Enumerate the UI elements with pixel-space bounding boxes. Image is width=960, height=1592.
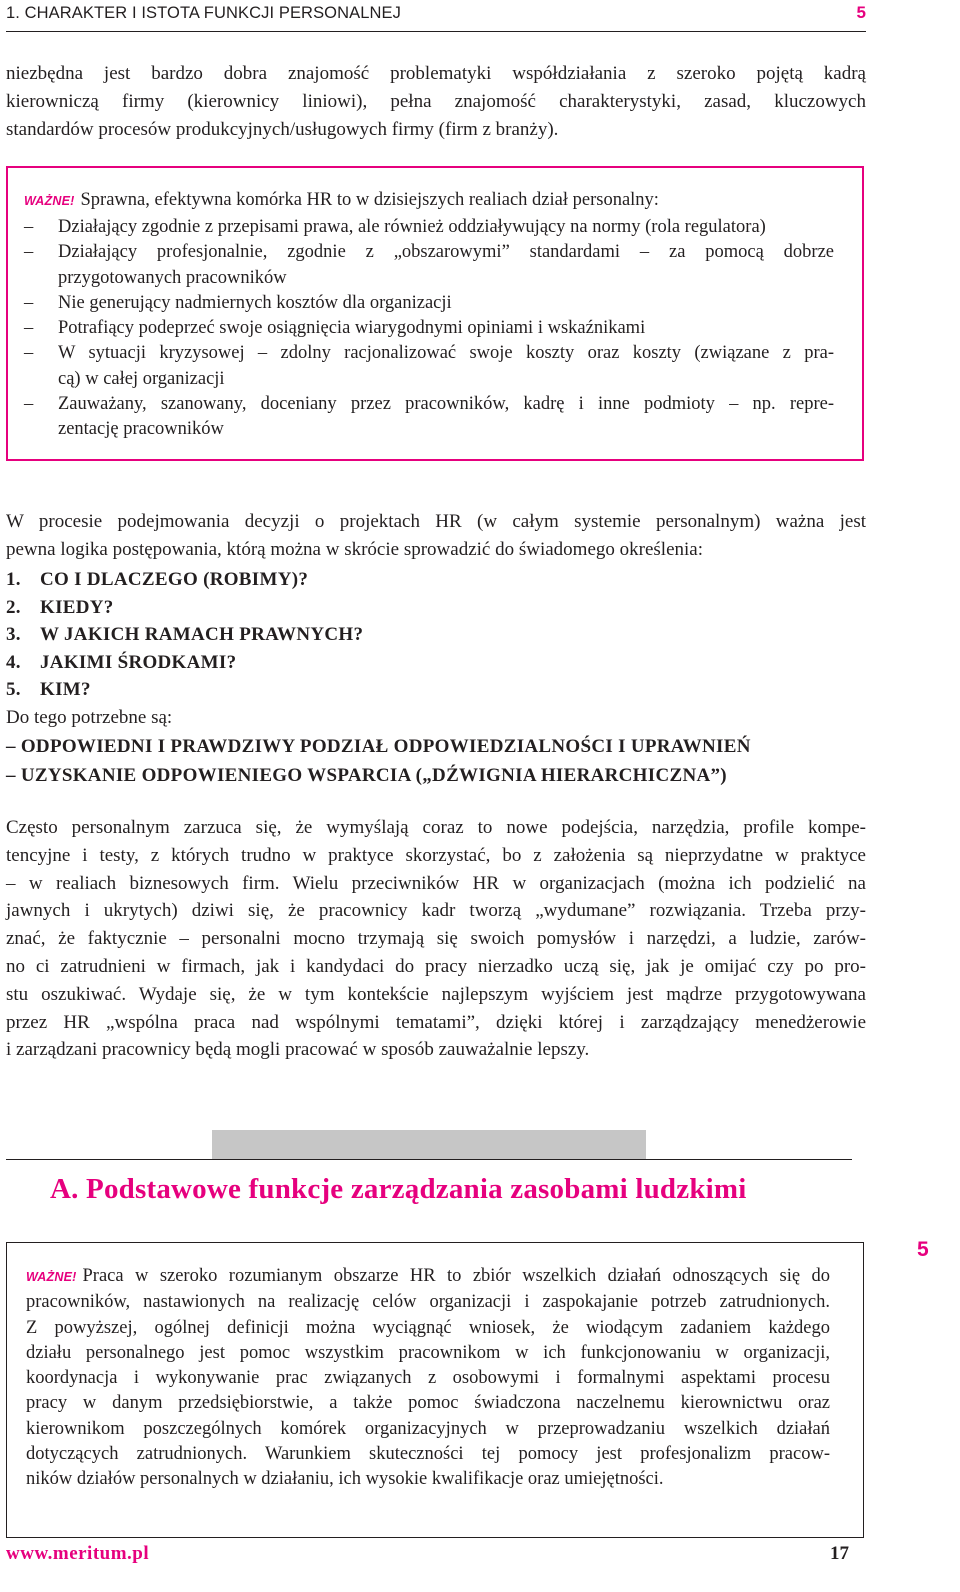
text-line: Często personalnym zarzuca się, że wymyślają coraz to nowe podejścia, narzędzia, profile kompe-: [6, 817, 866, 838]
dash-bullet: –: [24, 394, 34, 415]
text-line: tencyjne i testy, z których trudno w praktyce skorzystać, bo z założenia są nieprzydatne w praktyce: [6, 844, 866, 866]
item-text: przygotowanych pracowników: [58, 267, 287, 288]
item-text: W sytuacji kryzysowej – zdolny racjonalizować swoje koszty oraz koszty (związane z pra-: [58, 343, 834, 364]
text-line: pewna logika postępowania, którą można w skrócie sprowadzić do świadomego określenia:: [6, 538, 703, 560]
list-item: – ODPOWIEDNI I PRAWDZIWY PODZIAŁ ODPOWIEDZIALNOŚCI I UPRAWNIEŃ: [6, 736, 751, 757]
text-line: koordynacja i wykonywanie prac związanych z osobowymi i formalnymi aspektami procesu: [26, 1368, 830, 1389]
running-header: [6, 0, 866, 32]
chapter-title: 1. CHARAKTER I ISTOTA FUNKCJI PERSONALNEJ: [6, 4, 401, 22]
text-line: przez HR „wspólna praca nad wspólnymi tematami”, dzięki której i zarządzający menedżerowie: [6, 1011, 866, 1033]
footer-page-number: 17: [830, 1543, 849, 1564]
box2-first-line: Praca w szeroko rozumianym obszarze HR to zbiór wszelkich działań odnoszących się do: [82, 1266, 830, 1286]
list-item: 1. CO I DLACZEGO (ROBIMY)?: [6, 569, 309, 590]
box1-lead-text: Sprawna, efektywna komórka HR to w dzisiejszych realiach dział personalny:: [80, 190, 659, 210]
list-item: 2. KIEDY?: [6, 596, 114, 618]
item-text: Zauważany, szanowany, doceniany przez pracowników, kadrę i inne podmioty – np. repre-: [58, 394, 834, 415]
item-text: zentację pracowników: [58, 419, 224, 440]
text-line: ników działów personalnych w działaniu, ich wysokie kwalifikacje oraz umiejętności.: [26, 1469, 664, 1490]
intro-paragraph: [6, 60, 866, 143]
item-text: Działający zgodnie z przepisami prawa, ale również oddziaływujący na normy (rola regulatora): [58, 217, 766, 237]
text-line: działu personalnego jest pomoc wszystkim pracownikom w ich funkcjonowaniu w organizacji,: [26, 1342, 830, 1363]
decision-steps-list: [6, 566, 363, 704]
footer-website-link[interactable]: www.meritum.pl: [6, 1543, 150, 1564]
side-chapter-number: 5: [917, 1238, 929, 1261]
list-item: [24, 392, 834, 443]
list-item: 5. KIM?: [6, 679, 91, 700]
text-line: – w realiach biznesowych firm. Wielu przeciwników HR w organizacjach (można ich podzielić na: [6, 872, 866, 894]
text-line: no ci zatrudnieni w firmach, jak i kandydaci do pracy nierzadko uczą się, jak je omijać czy po pro-: [6, 955, 866, 977]
dash-bullet: –: [24, 217, 34, 237]
list-item: [24, 215, 834, 240]
section-divider: [6, 1159, 852, 1160]
body-paragraph: [6, 814, 866, 1064]
dash-bullet: –: [24, 292, 34, 313]
text-line: i zarządzani pracownicy będą mogli pracować w sposób zauważalnie lepszy.: [6, 1039, 590, 1061]
list-item: [24, 240, 834, 291]
list-item: [24, 341, 834, 392]
dash-bullet: –: [24, 318, 34, 339]
text-line: pracowników, nastawionych na realizację celów organizacji i zaspokajanie potrzeb zatrudnionych.: [26, 1292, 830, 1313]
needs-intro: Do tego potrzebne są:: [6, 707, 173, 728]
text-line: kierowniczą firmy (kierownicy liniowi), pełna znajomość charakterystyki, zasad, kluczowych: [6, 90, 866, 112]
text-line: kierownikom poszczególnych komórek organizacyjnych w przeprowadzaniu wszelkich działań: [26, 1418, 830, 1439]
section-title: A. Podstawowe funkcje zarządzania zasobami ludzkimi: [50, 1173, 747, 1205]
list-item: 3. W JAKICH RAMACH PRAWNYCH?: [6, 624, 364, 645]
box1-lead: [24, 188, 834, 214]
important-label: WAŻNE!: [24, 194, 75, 208]
decision-paragraph: [6, 508, 866, 564]
item-text: cą) w całej organizacji: [58, 368, 225, 389]
item-text: Działający profesjonalnie, zgodnie z „obszarowymi” standardami – za pomocą dobrze: [58, 242, 834, 263]
item-text: Nie generujący nadmiernych kosztów dla organizacji: [58, 292, 452, 313]
list-item: [24, 316, 834, 341]
text-line: jawnych i ukrytych) dziwi się, że pracownicy kadr tworzą „wydumane” rozwiązania. Trzeba przy-: [6, 900, 866, 922]
important-label: WAŻNE!: [26, 1270, 77, 1284]
header-page-number: 5: [856, 3, 866, 22]
text-line: pracy w danym przedsiębiorstwie, a także pomoc świadczona naczelnemu kierownictwu oraz: [26, 1393, 830, 1414]
needs-list: [6, 732, 751, 790]
text-line: dotyczących zatrudnionych. Warunkiem skuteczności tej pomocy jest profesjonalizm pracow-: [26, 1444, 830, 1465]
hr-department-traits-list: [24, 215, 834, 443]
list-item: 4. JAKIMI ŚRODKAMI?: [6, 651, 237, 673]
dash-bullet: –: [24, 242, 34, 263]
text-line: znać, że faktycznie – personalni mocno trzymają się swoich pomysłów i narzędzi, a ludzie, zarów-: [6, 928, 866, 950]
section-gray-bar: [212, 1130, 646, 1160]
box2-text: [26, 1264, 830, 1493]
text-line: stu oszukiwać. Wydaje się, że w tym kontekście najlepszym wyjściem jest mądrze przygotowywana: [6, 983, 866, 1005]
list-item: [24, 291, 834, 316]
item-text: Potrafiący podeprzeć swoje osiągnięcia wiarygodnymi opiniami i wskaźnikami: [58, 318, 646, 339]
text-line: Z powyższej, ogólnej definicji można wyciągnąć wniosek, że wiodącym zadaniem każdego: [26, 1317, 830, 1338]
text-line: standardów procesów produkcyjnych/usługowych firmy (firm z branży).: [6, 118, 559, 140]
text-line: niezbędna jest bardzo dobra znajomość problematyki współdziałania z szeroko pojętą kadrą: [6, 63, 866, 84]
list-item: – UZYSKANIE ODPOWIENIEGO WSPARCIA („DŹWIGNIA HIERARCHICZNA”): [6, 765, 727, 786]
dash-bullet: –: [24, 343, 34, 364]
text-line: W procesie podejmowania decyzji o projektach HR (w całym systemie personalnym) ważna jest: [6, 511, 866, 532]
